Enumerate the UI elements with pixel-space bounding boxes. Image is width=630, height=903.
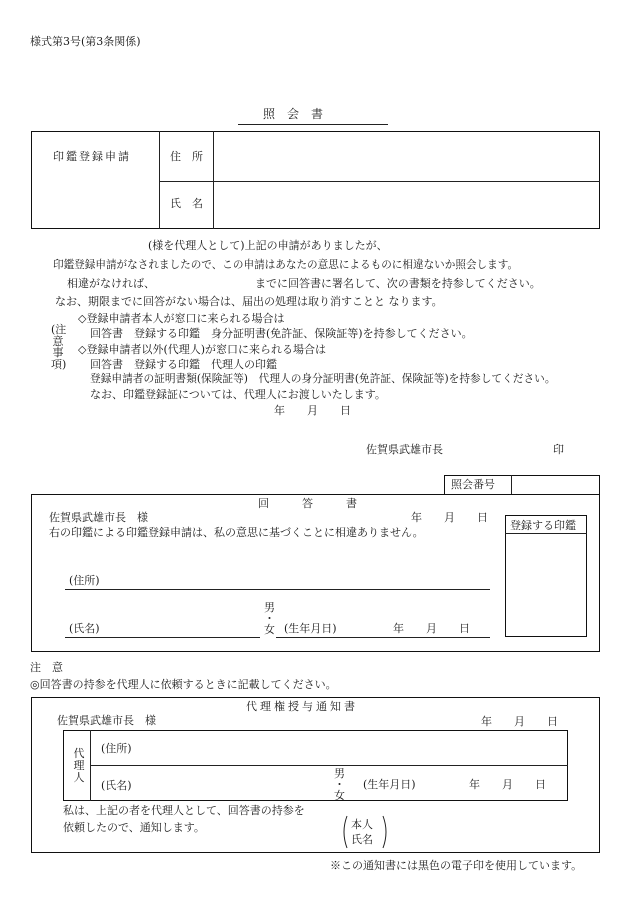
reply-birth-line[interactable] (276, 637, 490, 638)
address-label: 住 所 (170, 150, 203, 163)
agent-table-row-divider (90, 765, 568, 766)
proxy-statement-1: 私は、上記の者を代理人として、回答書の持参を (63, 804, 305, 817)
body-line-2: 印鑑登録申請がなされましたので、この申請はあなたの意思によるものに相違ないか照会します。 (53, 259, 519, 271)
reply-birth-label: (生年月日) (284, 622, 337, 635)
applicant-table-divider (159, 131, 160, 229)
name-label: 氏 名 (170, 197, 203, 210)
note-proxy-items-2: 登録申請者の証明書類(保険証等) 代理人の身分証明書(免許証、保険証等)を持参してください。 (90, 372, 556, 385)
note-self-items: 回答書 登録する印鑑 身分証明書(免許証、保険証等)を持参してください。 (90, 327, 473, 340)
proxy-date: 年 月 日 (481, 715, 558, 728)
reply-title: 回 答 書 (258, 497, 357, 510)
body-line-4: なお、期限までに回答がない場合は、届出の処理は取り消すことと なります。 (55, 295, 443, 308)
reply-date: 年 月 日 (411, 511, 488, 524)
note-proxy-items-3: なお、印鑑登録証については、代理人にお渡しいたします。 (90, 388, 386, 401)
ref-number-divider (511, 475, 512, 494)
page-title: 照 会 書 (263, 107, 324, 121)
body-line-3a: 相違がなければ、 (67, 277, 155, 290)
principal-label-1: 本人 (351, 818, 373, 831)
reply-address-label: (住所) (69, 574, 100, 587)
mayor-seal-mark: 印 (553, 443, 564, 456)
body-line-1: (様を代理人として)上記の申請がありましたが、 (148, 239, 388, 252)
applicant-table-divider (213, 131, 214, 229)
agent-label: 代理人 (73, 747, 85, 784)
seal-box-divider (505, 533, 587, 534)
applicant-table-row-divider (159, 181, 600, 182)
ref-number-field[interactable] (514, 477, 596, 492)
notice-heading: 注 意 (30, 661, 63, 674)
proxy-addressee: 佐賀県武雄市長 様 (57, 714, 156, 727)
reply-gender-dot: ・ (264, 612, 275, 625)
note-proxy-items-1: 回答書 登録する印鑑 代理人の印鑑 (90, 358, 277, 371)
notes-side-label: (注意事項) (51, 323, 67, 371)
seal-box-label: 登録する印鑑 (510, 519, 576, 532)
agent-gender-male: 男 (334, 767, 345, 780)
note-proxy-heading: ◇登録申請者以外(代理人)が窓口に来られる場合は (78, 343, 327, 356)
applicant-label: 印鑑登録申請 (53, 150, 131, 163)
footer-note: ※この通知書には黒色の電子印を使用しています。 (330, 859, 583, 872)
reply-address-line[interactable] (65, 589, 490, 590)
title-underline (238, 124, 388, 125)
address-field[interactable] (220, 145, 590, 173)
reply-gender-male: 男 (264, 601, 275, 614)
mayor-line: 佐賀県武雄市長 (366, 443, 443, 456)
body-line-3b: までに回答書に署名して、次の書類を持参してください。 (255, 277, 541, 290)
agent-gender-female: 女 (334, 789, 345, 802)
reply-birth-date: 年 月 日 (393, 622, 470, 635)
notice-instruction: ◎回答書の持参を代理人に依頼するときに記載してください。 (30, 678, 337, 691)
notice-date: 年 月 日 (274, 404, 351, 417)
principal-label-2: 氏名 (351, 833, 373, 846)
agent-address-label: (住所) (101, 742, 132, 755)
proxy-statement-2: 依頼したので、通知します。 (63, 821, 205, 834)
reply-gender-female: 女 (264, 623, 275, 636)
agent-name-label: (氏名) (101, 779, 132, 792)
name-field[interactable] (220, 190, 590, 218)
agent-birth-date: 年 月 日 (469, 778, 546, 791)
reply-name-label: (氏名) (69, 622, 100, 635)
note-self-heading: ◇登録申請者本人が窓口に来られる場合は (78, 312, 285, 325)
agent-birth-label: (生年月日) (363, 778, 416, 791)
proxy-title: 代理権授与通知書 (246, 700, 358, 713)
reply-addressee: 佐賀県武雄市長 様 (49, 511, 148, 524)
form-number-label: 様式第3号(第3条関係) (30, 35, 141, 48)
reply-statement: 右の印鑑による印鑑登録申請は、私の意思に基づくことに相違ありません。 (49, 526, 424, 539)
agent-gender-dot: ・ (334, 778, 345, 791)
reply-name-line[interactable] (65, 637, 260, 638)
ref-number-label: 照会番号 (451, 478, 495, 491)
